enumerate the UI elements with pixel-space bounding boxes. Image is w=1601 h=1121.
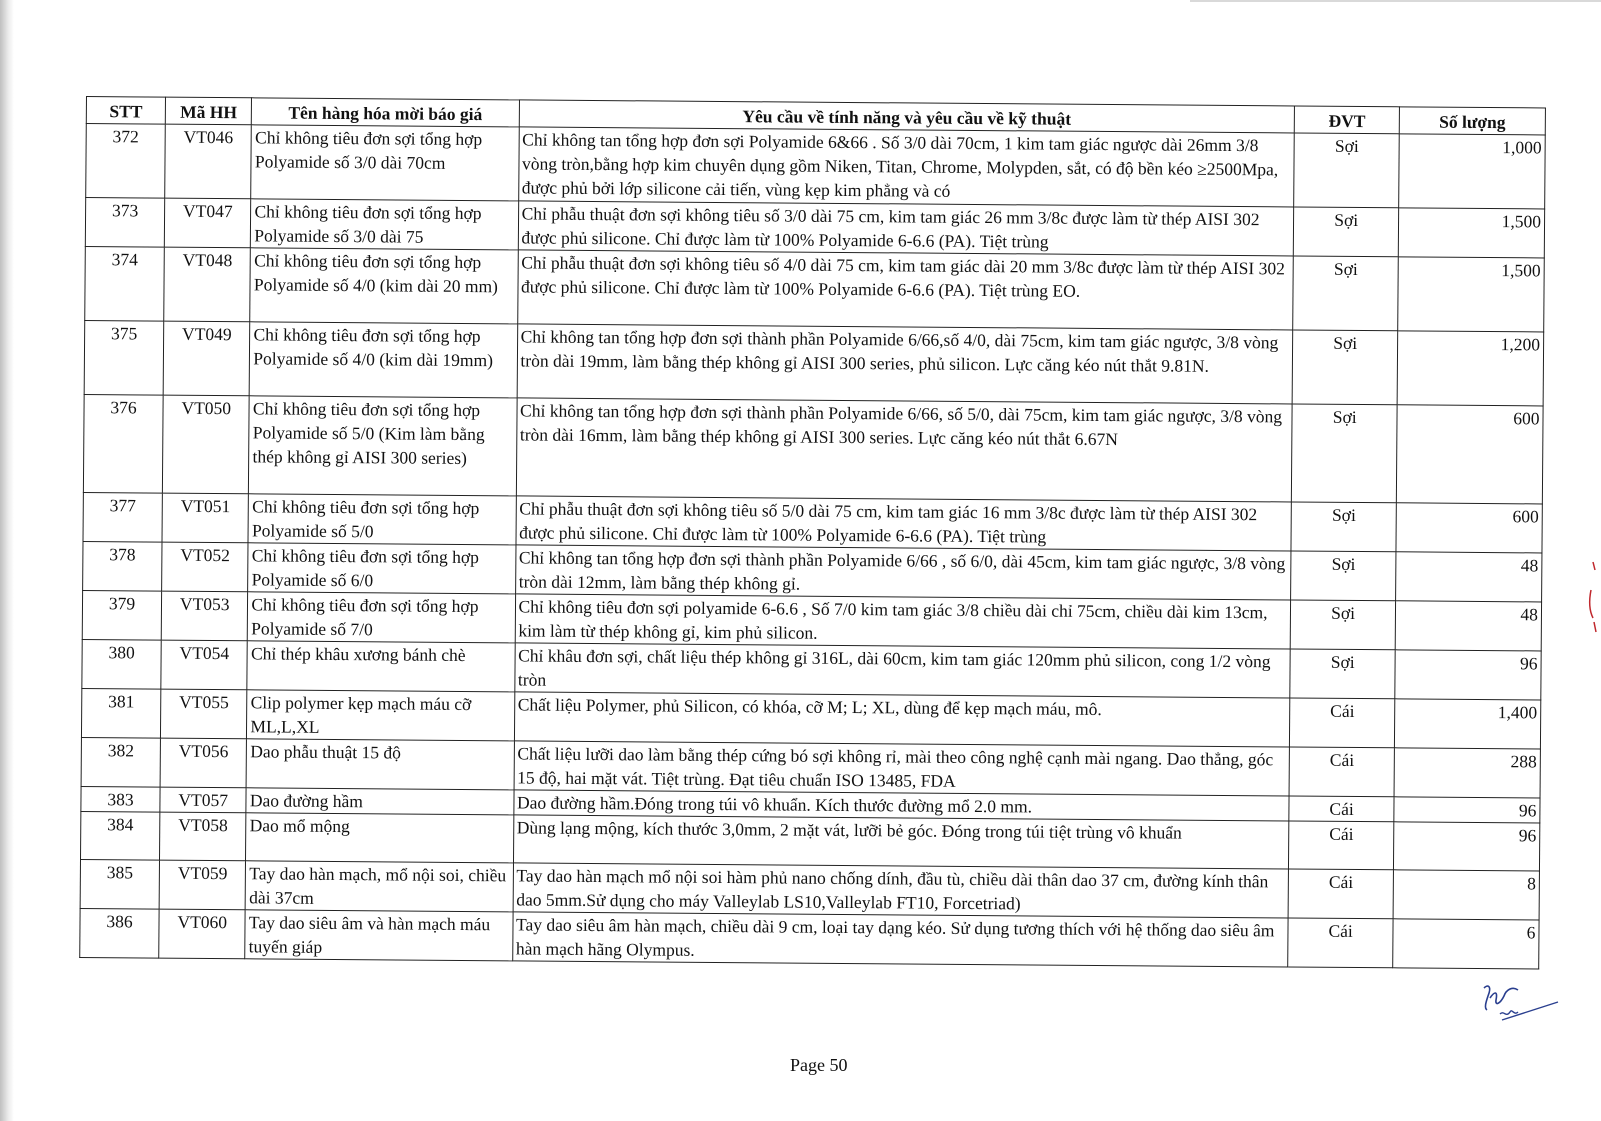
cell-stt: 384 bbox=[81, 811, 160, 860]
cell-unit: Sợi bbox=[1294, 133, 1399, 208]
cell-unit: Sợi bbox=[1291, 502, 1396, 552]
cell-code: VT052 bbox=[162, 542, 249, 592]
cell-stt: 382 bbox=[81, 737, 160, 787]
cell-code: VT057 bbox=[160, 787, 246, 813]
cell-name: Chỉ không tiêu đơn sợi tổng hợp Polyamide số 3/0 dài 70cm bbox=[251, 125, 519, 201]
table-row bbox=[85, 246, 1545, 331]
cell-code: VT049 bbox=[163, 321, 250, 396]
cell-qty: 1,000 bbox=[1399, 134, 1545, 209]
cell-stt: 374 bbox=[85, 246, 165, 321]
cell-unit: Sợi bbox=[1290, 649, 1395, 699]
cell-spec: Chất liệu lưỡi dao làm bằng thép cứng bó sợi không rỉ, mài theo công nghệ cạnh mài ngang. Dao thẳng, góc 15 độ, hai mặt vát. Tiệt trùng. Đạt tiêu chuẩn ISO 13485, FDA bbox=[514, 741, 1290, 796]
cell-spec: Chỉ phẫu thuật đơn sợi không tiêu số 4/0 dài 75 cm, kim tam giác dài 20 mm 3/8c được làm từ thép AISI 302 được phủ silicone. Chỉ được làm từ 100% Polyamide 6-6.6 (PA). Tiệt trùng EO. bbox=[517, 250, 1293, 330]
cell-spec: Chất liệu Polymer, phủ Silicon, có khóa, cỡ M; L; XL, dùng để kẹp mạch máu, mô. bbox=[514, 692, 1290, 747]
quotation-table bbox=[79, 96, 1546, 969]
cell-unit: Cái bbox=[1290, 698, 1395, 748]
header-code: Mã HH bbox=[165, 97, 252, 125]
cell-unit: Cái bbox=[1289, 747, 1394, 797]
cell-unit: Sợi bbox=[1291, 551, 1396, 601]
cell-qty: 48 bbox=[1395, 601, 1541, 651]
cell-name: Chỉ không tiêu đơn sợi tổng hợp Polyamide số 7/0 bbox=[248, 592, 516, 643]
table-row bbox=[80, 908, 1539, 968]
cell-code: VT050 bbox=[162, 395, 249, 494]
cell-code: VT051 bbox=[162, 493, 249, 543]
cell-stt: 381 bbox=[81, 688, 160, 738]
cell-qty: 1,500 bbox=[1398, 257, 1544, 332]
cell-spec: Chỉ không tan tổng hợp đơn sợi thành phần Polyamide 6/66, số 5/0, dài 75cm, kim tam giác ngược, 3/8 vòng tròn dài 16mm, làm bằng thép không gỉ AISI 300 series. Lực căng kéo nút thắt 6.67N bbox=[516, 398, 1292, 502]
cell-name: Dao đường hầm bbox=[246, 788, 513, 815]
cell-spec: Chỉ khâu đơn sợi, chất liệu thép không gỉ 316L, dài 60cm, kim tam giác 120mm phủ silicon, cong 1/2 vòng tròn bbox=[514, 643, 1290, 698]
table-row bbox=[86, 124, 1546, 209]
cell-code: VT054 bbox=[161, 640, 248, 690]
cell-spec: Chỉ không tan tổng hợp đơn sợi thành phần Polyamide 6/66,số 4/0, dài 75cm, kim tam giác ngược, 3/8 vòng tròn dài 19mm, làm bằng thép không gỉ AISI 300 series, phủ silicon. Lực căng kéo nút thắt 9.81N. bbox=[517, 324, 1293, 404]
cell-stt: 378 bbox=[83, 541, 162, 591]
table-row bbox=[83, 394, 1543, 503]
top-edge-rule bbox=[1190, 0, 1601, 2]
cell-code: VT047 bbox=[164, 198, 251, 248]
cell-stt: 376 bbox=[83, 394, 163, 493]
header-name: Tên hàng hóa mời báo giá bbox=[252, 98, 519, 127]
cell-unit: Sợi bbox=[1292, 330, 1397, 405]
cell-code: VT056 bbox=[160, 738, 247, 788]
cell-name: Chỉ không tiêu đơn sợi tổng hợp Polyamide số 4/0 (kim dài 19mm) bbox=[250, 322, 518, 398]
cell-stt: 383 bbox=[81, 786, 160, 812]
cell-name: Tay dao hàn mạch, mổ nội soi, chiều dài 37cm bbox=[246, 861, 514, 912]
cell-spec: Dao đường hầm.Đóng trong túi vô khuẩn. Kích thước đường mổ 2.0 mm. bbox=[513, 790, 1289, 821]
cell-qty: 96 bbox=[1394, 797, 1540, 823]
cell-qty: 288 bbox=[1394, 748, 1540, 798]
cell-spec: Chỉ phẫu thuật đơn sợi không tiêu số 3/0 dài 75 cm, kim tam giác 26 mm 3/8c được làm từ thép AISI 302 được phủ silicone. Chỉ được làm từ 100% Polyamide 6-6.6 (PA). Tiệt trùng bbox=[518, 201, 1294, 256]
cell-spec: Dùng lạng mộng, kích thước 3,0mm, 2 mặt vát, lưỡi bẻ góc. Đóng trong túi tiệt trùng vô khuẩn bbox=[513, 815, 1289, 869]
cell-stt: 380 bbox=[82, 639, 161, 689]
header-qty: Số lượng bbox=[1399, 107, 1545, 135]
margin-pen-mark bbox=[1585, 560, 1599, 640]
page-number: Page 50 bbox=[790, 1055, 848, 1075]
cell-spec: Chỉ phẫu thuật đơn sợi không tiêu số 5/0 dài 75 cm, kim tam giác 16 mm 3/8c được làm từ thép AISI 302 được phủ silicone. Chỉ được làm từ 100% Polyamide 6-6.6 (PA). Tiệt trùng bbox=[516, 496, 1292, 551]
cell-stt: 386 bbox=[80, 908, 159, 958]
cell-name: Tay dao siêu âm và hàn mạch máu tuyến giáp bbox=[245, 910, 513, 961]
cell-stt: 385 bbox=[80, 859, 159, 909]
cell-unit: Sợi bbox=[1290, 600, 1395, 650]
cell-qty: 1,400 bbox=[1394, 699, 1540, 749]
cell-name: Dao mổ mộng bbox=[246, 813, 514, 863]
cell-spec: Chỉ không tiêu đơn sợi polyamide 6-6.6 , Số 7/0 kim tam giác 3/8 chiều dài chỉ 75cm, chiều dài kim 13cm, kim làm từ thép không gỉ, kim phủ silicon. bbox=[515, 594, 1291, 649]
cell-qty: 600 bbox=[1396, 405, 1543, 504]
header-spec: Yêu cầu về tính năng và yêu cầu về kỹ thuật bbox=[519, 100, 1295, 133]
cell-unit: Cái bbox=[1288, 918, 1393, 968]
cell-spec: Tay dao siêu âm hàn mạch, chiều dài 9 cm, loại tay dạng kéo. Sử dụng tương thích với hệ thống dao siêu âm hàn mạch hãng Olympus. bbox=[512, 912, 1288, 967]
cell-code: VT059 bbox=[159, 860, 246, 910]
cell-name: Chỉ không tiêu đơn sợi tổng hợp Polyamide số 4/0 (kim dài 20 mm) bbox=[250, 248, 518, 324]
cell-code: VT053 bbox=[161, 591, 248, 641]
cell-unit: Sợi bbox=[1293, 256, 1398, 331]
cell-unit: Sợi bbox=[1292, 404, 1398, 503]
cell-unit: Cái bbox=[1289, 821, 1394, 870]
cell-stt: 377 bbox=[83, 492, 162, 542]
cell-unit: Cái bbox=[1289, 796, 1394, 822]
cell-code: VT055 bbox=[161, 689, 248, 739]
cell-unit: Cái bbox=[1288, 869, 1393, 919]
header-unit: ĐVT bbox=[1295, 106, 1400, 134]
cell-qty: 1,500 bbox=[1398, 208, 1544, 258]
cell-name: Chỉ thép khâu xương bánh chè bbox=[247, 641, 515, 692]
cell-spec: Chỉ không tan tổng hợp đơn sợi Polyamide 6&66 . Số 3/0 dài 70cm, 1 kim tam giác ngược dài 26mm 3/8 vòng tròn,bằng hợp kim chuyên dụng gồm Niken, Titan, Chrome, Molypden, sắt, có độ bền kéo ≥2500Mpa, được phủ bởi lớp silicone cải tiến, vùng kẹp kim phẳng và có bbox=[518, 127, 1294, 207]
cell-qty: 8 bbox=[1393, 870, 1539, 920]
cell-spec: Tay dao hàn mạch mổ nội soi hàm phủ nano chống dính, đầu tù, chiều dài thân dao 37 cm, đường kính thân dao 5mm.Sử dụng cho máy Valleylab LS10,Valleylab FT10, Forcetriad) bbox=[513, 863, 1289, 918]
cell-qty: 96 bbox=[1394, 822, 1540, 871]
cell-name: Clip polymer kẹp mạch máu cỡ ML,L,XL bbox=[247, 690, 515, 741]
cell-qty: 6 bbox=[1393, 919, 1539, 969]
cell-qty: 48 bbox=[1396, 552, 1542, 602]
cell-stt: 375 bbox=[84, 320, 164, 395]
cell-qty: 96 bbox=[1395, 650, 1541, 700]
cell-code: VT058 bbox=[160, 812, 247, 861]
cell-code: VT060 bbox=[159, 909, 246, 959]
handwritten-signature bbox=[1478, 980, 1568, 1030]
cell-unit: Sợi bbox=[1294, 207, 1399, 257]
cell-stt: 372 bbox=[86, 124, 166, 199]
header-stt: STT bbox=[86, 97, 165, 125]
scan-edge-shadow bbox=[0, 0, 14, 1121]
cell-stt: 373 bbox=[85, 198, 164, 248]
cell-spec: Chỉ không tan tổng hợp đơn sợi thành phần Polyamide 6/66 , số 6/0, dài 45cm, kim tam giác ngược, 3/8 vòng tròn dài 12mm, làm bằng thép không gỉ. bbox=[515, 545, 1291, 600]
table-row bbox=[84, 320, 1544, 405]
cell-qty: 600 bbox=[1396, 503, 1542, 553]
cell-name: Chỉ không tiêu đơn sợi tổng hợp Polyamide số 3/0 dài 75 bbox=[251, 199, 519, 250]
cell-name: Chỉ không tiêu đơn sợi tổng hợp Polyamide số 5/0 bbox=[248, 494, 516, 545]
cell-name: Dao phẫu thuật 15 độ bbox=[246, 739, 514, 790]
cell-stt: 379 bbox=[82, 590, 161, 640]
cell-code: VT048 bbox=[164, 247, 251, 322]
cell-code: VT046 bbox=[165, 124, 252, 199]
table-body bbox=[80, 124, 1546, 969]
cell-name: Chỉ không tiêu đơn sợi tổng hợp Polyamide số 6/0 bbox=[248, 543, 516, 594]
cell-qty: 1,200 bbox=[1397, 331, 1543, 406]
cell-name: Chỉ không tiêu đơn sợi tổng hợp Polyamide số 5/0 (Kim làm bằng thép không gỉ AISI 300 series) bbox=[249, 396, 517, 496]
